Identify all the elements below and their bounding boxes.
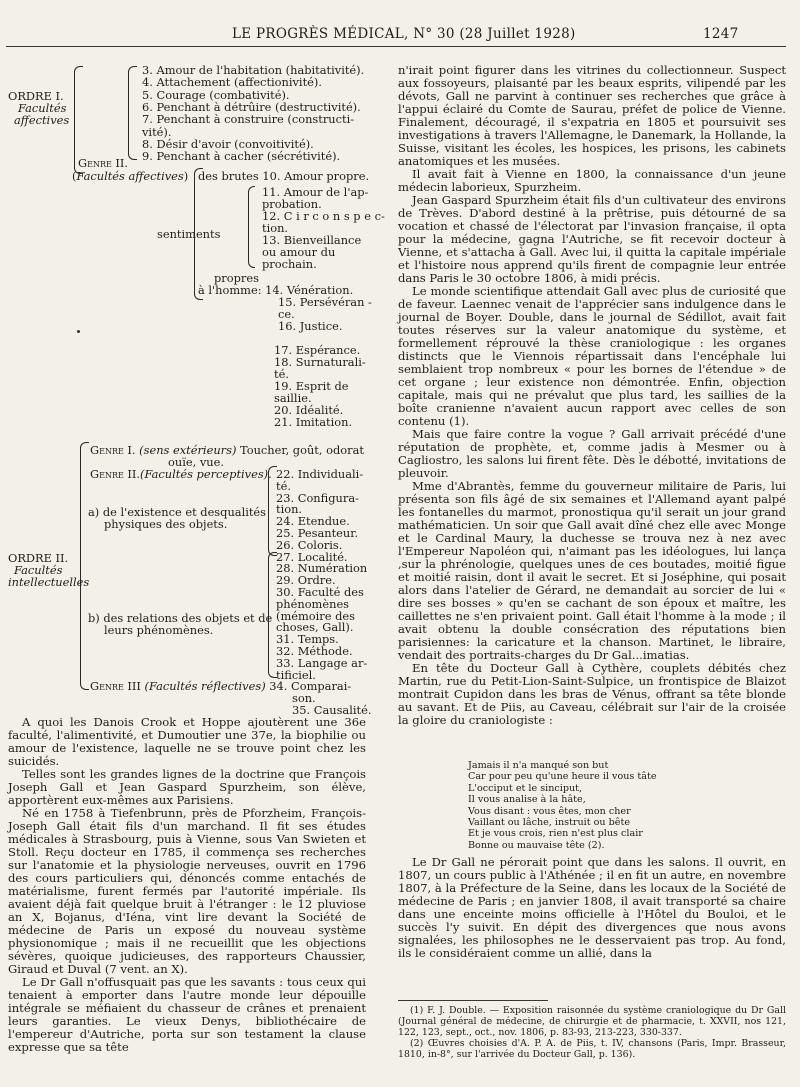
intellectual-e-line: 31. Temps.: [276, 632, 339, 647]
affective-a-line: vité).: [142, 124, 172, 139]
affective-a-line: 4. Attachement (affectionivité).: [142, 75, 322, 90]
genre2b-label: Genre II.: [90, 467, 141, 481]
right-paragraph-8: Le Dr Gall ne pérorait point que dans les salons. Il ouvrit, en 1807, un cours public à l'Athénée ; il en fit un autre, en novembre 1807, à la Préfecture de la Seine, dans les locaux de la Société de médecine de Paris ; en janvier 1808, il avait transporté sa chaire dans une enceinte moins officielle à l'Hôtel du Bouloi, et le succès l'y suivit. En dépit des divergences que nous avons signalées, les philosophes ne le desservaient pas trop. Au fond, ils le considéraient comme un allié, dans la: [398, 856, 786, 960]
genre2b-line: [90, 468, 272, 481]
affective-a-line: 9. Penchant à cacher (sécrétivité).: [142, 149, 341, 164]
verse-line: Vous disant : vous êtes, mon cher: [468, 805, 631, 817]
affective-a-line: 7. Penchant à construire (constructi-: [142, 112, 355, 127]
genre3-paren: (Facultés réflectives): [144, 679, 266, 693]
ordre1-sub1: Facultés: [18, 101, 67, 115]
left-paragraph-1: A quoi les Danois Crook et Hoppe ajoutèrent une 36e faculté, l'alimentivité, et Dumoutier une 37e, la biophilie ou amour de l'existence, laquelle ne se trouve point chez les suicidés.: [8, 715, 366, 768]
sub-a-line2: physiques des objets.: [104, 517, 228, 531]
propres-line2: à l'homme: 14. Vénération.: [198, 283, 354, 297]
right-column-continued: [398, 856, 786, 996]
sentiments-brace: [248, 186, 255, 268]
affective-b-line: 13. Bienveillance: [262, 233, 362, 247]
intellectual-e-line: 22. Individuali-: [276, 467, 364, 481]
ordre1-sub2: affectives: [14, 113, 70, 127]
verse-line: L'occiput et le sinciput,: [468, 782, 583, 794]
affective-b-line: probation.: [262, 197, 322, 211]
left-paragraph-2: Telles sont les grandes lignes de la doctrine que François Joseph Gall et Jean Gaspard Spurzheim, son élève, apportèrent eux-mêmes aux Parisiens.: [8, 767, 366, 807]
verse-line: Vaillant ou lâche, instruit ou bête: [468, 817, 631, 829]
genre3-label: Genre III: [90, 679, 141, 693]
verse-line: Et je vous crois, rien n'est plus clair: [468, 828, 643, 840]
left-column-text: [8, 716, 366, 1054]
genre2-paren-open: (: [72, 169, 77, 183]
intellectual-e-line: 33. Langage ar-: [276, 655, 368, 670]
journal-title: LE PROGRÈS MÉDICAL, N° 30 (28 Juillet 1928): [232, 26, 576, 42]
des-brutes-line: des brutes 10. Amour propre.: [198, 169, 370, 183]
affective-b-line: prochain.: [262, 257, 317, 271]
header-rule: [6, 46, 786, 47]
affective-d-line: 17. Espérance.: [274, 343, 361, 357]
ordre1-label: ORDRE I.: [8, 89, 64, 103]
affective-d-line: 21. Imitation.: [274, 415, 353, 429]
affective-d-line: saillie.: [274, 391, 312, 405]
right-paragraph-7: En tête du Docteur Gall à Cythère, couplets débités chez Martin, rue du Petit-Lion-Saint-Sulpice, un frontispice de Blaizot montrait Cupidon dans les bras de Vénus, offrant sa tête blonde au savant. Et de Piis, au Caveau, célébrait sur l'air de la croisée la gloire du craniologiste :: [398, 661, 786, 727]
affective-c-line: 15. Persévéran -: [278, 295, 372, 309]
genre2-italic: Facultés affectives: [76, 169, 184, 183]
genre1-paren: (sens extérieurs): [139, 443, 237, 457]
affective-a-line: 6. Penchant à détrûire (destructivité).: [142, 99, 361, 114]
genre2b-paren: (Facultés perceptives).: [140, 467, 272, 481]
right-paragraph-6: Mme d'Abrantès, femme du gouverneur militaire de Paris, lui présenta son fils âgé de six semaines et l'Allemand ayant palpé les fontanelles du marmot, pronostiqua qu'il serait un jour grand mathématicien. Un soir que Gall avait dîné chez elle avec Monge et le Cardinal Maury, la duchesse se trouva nez à nez avec l'Empereur Napoléon qui, n'aimant pas les idéologues, lui lança ,sur la phrénologie, quelques unes de ces boutades, moitié figue et moitié raisin, dont il avait le secret. Et si Joséphine, qui posait alors dans l'atelier de Gérard, ne demandait au sorcier de lui « dire ses bosses » qu'en se cachant de son époux et maître, les caillettes ne s'en privaient point. Gall était l'homme à la mode ; il avait obtenu la double consécration des réputations bien parisiennes: la caricature et la chanson. Martinet, le libraire, vendait des portraits-charges du Dr Gal...imatias.: [398, 479, 786, 662]
footnotes: [398, 1005, 786, 1060]
verse-line: Il vous analise à la hâte,: [468, 794, 586, 806]
intellectual-e-line: 27. Localité.: [276, 549, 348, 564]
sub-a-line1: a) de l'existence et desqualités: [88, 505, 267, 519]
intellectual-e-line: 26. Coloris.: [276, 537, 343, 552]
genre2-paren-close: ): [183, 169, 189, 183]
affective-b-line: 12. C i r c o n s p e c-: [262, 209, 385, 223]
intellectual-e-line: té.: [276, 478, 291, 493]
intellectual-f-line: 35. Causalité.: [292, 703, 372, 717]
verse-line: Car pour peu qu'une heure il vous tâte: [468, 771, 657, 783]
affective-c-line: ce.: [278, 307, 295, 321]
propres-line1: propres: [214, 271, 259, 285]
intellectual-e-line: 30. Faculté des: [276, 585, 364, 599]
ordre2-sub1: Facultés: [14, 563, 63, 577]
affective-a-line: 5. Courage (combativité).: [142, 87, 290, 102]
genre1-brace: [128, 66, 137, 160]
affective-d-line: 19. Esprit de: [274, 379, 349, 393]
left-paragraph-3: Né en 1758 à Tiefenbrunn, près de Pforzheim, François-Joseph Gall était fils d'un marchand. Il fit ses études médicales à Strasbourg, puis à Vienne, sous Van Swieten et Stoll. Reçu docteur en 1785, il commença ses recherches sur l'anatomie et la physiologie nerveuses, ouvrit en 1796 des cours particuliers qui, dénoncés comme entachés de matérialisme, furent fermés par l'autorité impériale. Ils avaient déjà fait quelque bruit à l'étranger : le 12 pluviose an X, Bojanus, d'Iéna, vint lire devant la Société de médecine de Paris un exposé du nouveau système physionomique ; mais il ne recueillit que les objections sévères, quoique judicieuses, des rapporteurs Chaussier, Giraud et Duval (7 vent. an X).: [8, 806, 366, 976]
right-paragraph-2: Il avait fait à Vienne en 1800, la connaissance d'un jeune médecin laborieux, Spurzheim.: [398, 167, 786, 194]
intellectual-e-line: 29. Ordre.: [276, 573, 336, 588]
right-paragraph-4: Le monde scientifique attendait Gall avec plus de curiosité que de faveur. Laennec venait de l'apprécier sans indulgence dans le journal de Boyer. Double, dans le journal de Sédillot, avait fait toutes réserves sur la valeur anatomique du système, et formellement réprouvé la thèse cranioloɡique : les organes distincts que le Viennois répartissait dans l'encéphale lui semblaient trop nombreux « pour les bornes de l'étendue » de cet organe ; leur existence non démontrée. Enfin, objection capitale, mais qui ne prévalut que plus tard, les saillies de la boîte cranienne n'avaient aucun rapport avec celles de son contenu (1).: [398, 284, 786, 428]
genre2-label: Genre II.: [78, 156, 129, 170]
page-number: 1247: [703, 26, 739, 42]
right-paragraph-3: Jean Gaspard Spurzheim était fils d'un cultivateur des environs de Trèves. D'abord destiné à la prêtrise, puis détourné de sa vocation et chassé de l'électorat par l'invasion française, il opta pour la médecine, gagna l'Autriche, se fit recevoir docteur à Vienne, et s'attacha à Gall. Avec lui, il quitta la capitale impériale et l'histoire nous apprend qu'ils firent de compagnie leur entrée dans Paris le 30 octobre 1806, à midi précis.: [398, 193, 786, 285]
affective-b-line: tion.: [262, 221, 289, 235]
verse-line: Jamais il n'a manqué son but: [468, 760, 609, 771]
intellectual-e-line: choses, Gall).: [276, 620, 354, 635]
footnote-2: (2) Œuvres choisies d'A. P. A. de Piis, t. IV, chansons (Paris, Impr. Brasseur, 1810, in-8°, sur l'arrivée du Docteur Gall, p. 136).: [398, 1038, 786, 1060]
genre1-line1: [90, 444, 364, 457]
sub-b-line1: b) des relations des objets et de: [88, 611, 273, 625]
running-header: [0, 26, 800, 44]
right-paragraph-5: Mais que faire contre la vogue ? Gall arrivait précédé d'une réputation de prophète, et, comme jadis à Mesmer ou à Cagliostro, les salons lui firent fête. Dès le débotté, invitations de pleuvoir.: [398, 427, 786, 480]
sub-b-line2: leurs phénomènes.: [104, 623, 214, 637]
affective-c-line: 16. Justice.: [278, 319, 343, 333]
genre1-line2: ouïe, vue.: [168, 455, 224, 469]
footnote-1: (1) F. J. Double. — Exposition raisonnée du système craniologique du Dr Gall (Journal général de médecine, de chirurgie et de pharmacie, t. XXVII, nos 121, 122, 123, sept., oct., nov. 1806, p. 83-93, 213-223, 330-337.: [398, 1005, 786, 1038]
affective-d-line: 18. Surnaturali-: [274, 355, 366, 369]
affective-a-line: 3. Amour de l'habitation (habitativité).: [142, 63, 365, 77]
song-verse: [468, 760, 657, 851]
genre1-label: Genre I.: [90, 443, 136, 457]
left-paragraph-4: Le Dr Gall n'offusquait pas que les savants : tous ceux qui tenaient à emporter dans l'autre monde leur dépouille intégrale se méfiaient du chasseur de crânes et prenaient leurs garanties. Le vieux Denys, bibliothécaire de l'empereur d'Autriche, porta sur son testament la clause expresse que sa tête: [8, 975, 366, 1054]
intellectual-e-line: 23. Configura-: [276, 490, 359, 505]
ordre2-label: ORDRE II.: [8, 551, 69, 565]
genre3-item: 34. Comparai-: [269, 679, 352, 693]
intellectual-e-line: 32. Méthode.: [276, 644, 353, 658]
intellectual-e-line: 25. Pesanteur.: [276, 526, 359, 540]
genre2-line: [72, 170, 188, 183]
affective-d-line: té.: [274, 367, 289, 381]
right-paragraph-1: n'irait point figurer dans les vitrines du collectionneur. Suspect aux fossoyeurs, plaisanté par les beaux esprits, vilipendé par les dévots, Gall ne parvint à continuer ses recherches que grâce à l'appui éclairé du Comte de Saurau, préfet de police de Vienne. Finalement, découragé, il s'expatria en 1805 et poursuivit ses investigations à travers l'Allemagne, le Danemark, la Hollande, la Suisse, visitant les écoles, les hospices, les prisons, les cabinets anatomiques et les musées.: [398, 63, 786, 168]
footnote-rule: [398, 1000, 548, 1001]
genre1-text1: Toucher, goût, odorat: [240, 443, 364, 457]
right-column-text: [398, 64, 786, 727]
affective-a-line: 8. Désir d'avoir (convoitivité).: [142, 136, 314, 151]
intellectual-f-line: son.: [292, 691, 316, 705]
speck-mark: [77, 330, 80, 333]
verse-line: Bonne ou mauvaise tête (2).: [468, 839, 605, 851]
intellectual-e-line: phénomènes: [276, 596, 350, 611]
intellectual-e-line: (mémoire des: [276, 608, 355, 623]
ordre2-sub2: intellectuelles: [8, 575, 90, 589]
intellectual-e-line: 24. Etendue.: [276, 514, 350, 529]
affective-d-line: 20. Idéalité.: [274, 403, 344, 417]
affective-b-line: 11. Amour de l'ap-: [262, 185, 369, 199]
intellectual-e-line: tion.: [276, 502, 303, 517]
sentiments-label: sentiments: [157, 227, 221, 241]
intellectual-e-line: tificiel.: [276, 667, 316, 682]
affective-b-line: ou amour du: [262, 245, 336, 259]
ordre2-brace: [80, 442, 89, 690]
intellectual-e-line: 28. Numération: [276, 561, 368, 576]
